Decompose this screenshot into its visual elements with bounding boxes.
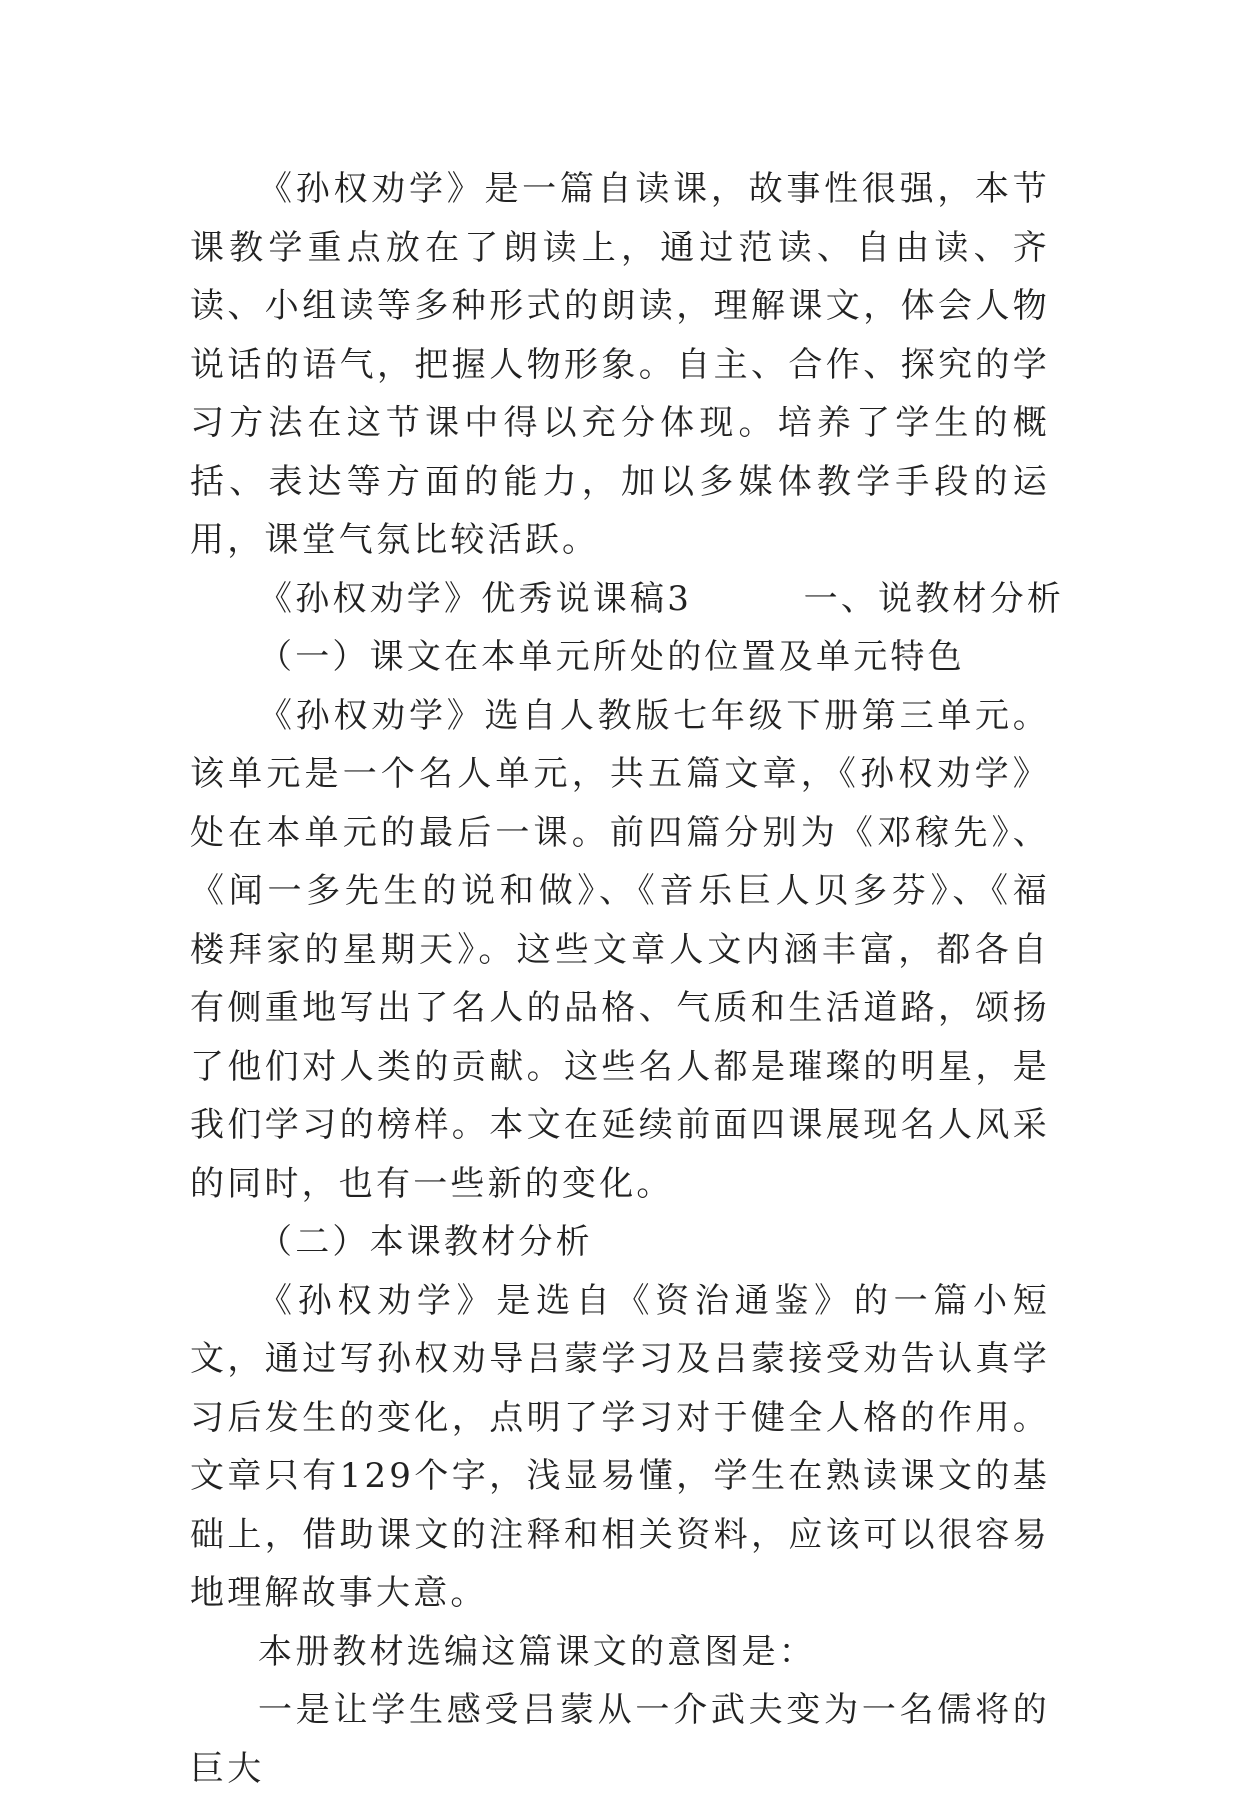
paragraph-summary: 《孙权劝学》是一篇自读课，故事性很强，本节课教学重点放在了朗读上，通过范读、自由读、齐读、小组读等多种形式的朗读，理解课文，体会人物说话的语气，把握人物形象。自主、合作、探究的学习方法在这节课中得以充分体现。培养了学生的概括、表达等方面的能力，加以多媒体教学手段的运用，课堂气氛比较活跃。	[190, 169, 1050, 560]
paragraph-unit-description: 《孙权劝学》选自人教版七年级下册第三单元。该单元是一个名人单元，共五篇文章，《孙权劝学》处在本单元的最后一课。前四篇分别为《邓稼先》、《闻一多先生的说和做》、《音乐巨人贝多芬》、《福楼拜家的星期天》。这些文章人文内涵丰富，都各自有侧重地写出了名人的品格、气质和生活道路，颂扬了他们对人类的贡献。这些名人都是璀璨的明星，是我们学习的榜样。本文在延续前面四课展现名人风采的同时，也有一些新的变化。	[190, 695, 1050, 1204]
section-heading-teaching-material: 《孙权劝学》优秀说课稿3 一、说教材分析	[258, 578, 1065, 619]
document-body	[190, 160, 1065, 1798]
paragraph-lesson-analysis: 《孙权劝学》是选自《资治通鉴》的一篇小短文，通过写孙权劝导吕蒙学习及吕蒙接受劝告认真学习后发生的变化，点明了学习对于健全人格的作用。文章只有129个字，浅显易懂，学生在熟读课文的基础上，借助课文的注释和相关资料，应该可以很容易地理解故事大意。	[190, 1280, 1050, 1613]
subheading-unit-position: （一）课文在本单元所处的位置及单元特色	[258, 637, 965, 677]
paragraph-intent-intro: 本册教材选编这篇课文的意图是：	[258, 1631, 816, 1672]
subheading-lesson-analysis: （二）本课教材分析	[258, 1222, 593, 1262]
paragraph-intent-one: 一是让学生感受吕蒙从一介武夫变为一名儒将的巨大	[190, 1690, 1050, 1789]
